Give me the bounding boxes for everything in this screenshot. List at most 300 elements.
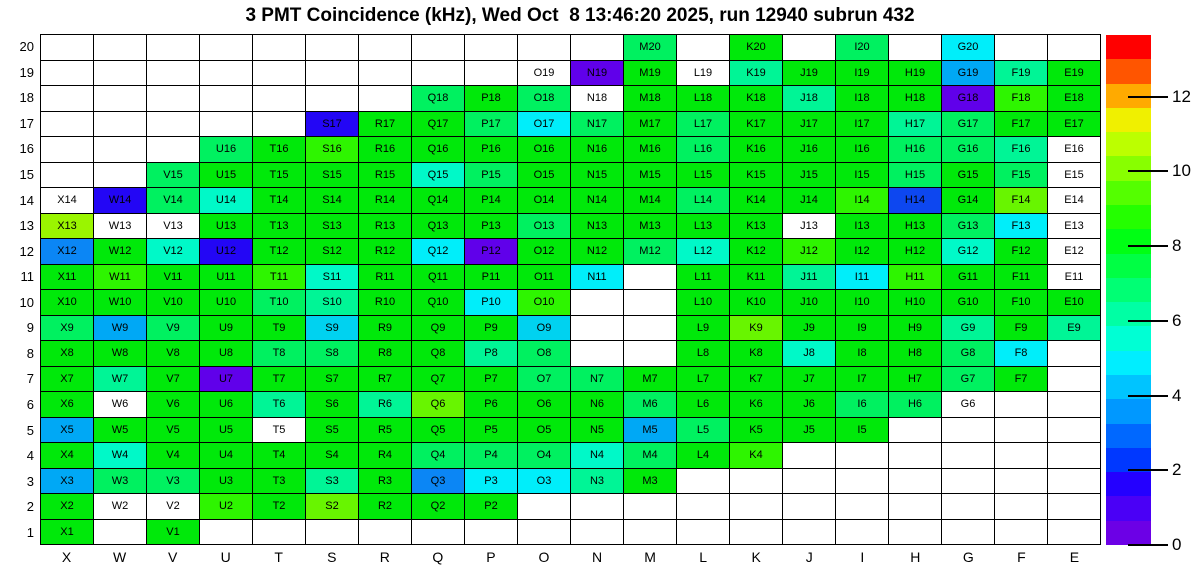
colorbar-band	[1106, 108, 1151, 132]
cell-L5: L5	[677, 418, 730, 444]
cell-T9: T9	[253, 316, 306, 342]
cell-J16: J16	[783, 137, 836, 163]
y-axis-tick-9: 9	[26, 320, 34, 336]
cell-E12: E12	[1048, 239, 1101, 265]
cell-P16: P16	[465, 137, 518, 163]
cell-P15: P15	[465, 163, 518, 189]
colorbar-tick-label: 6	[1172, 310, 1182, 330]
cell-O12: O12	[518, 239, 571, 265]
cell-F7: F7	[995, 367, 1048, 393]
cell-empty	[359, 520, 412, 546]
cell-T10: T10	[253, 290, 306, 316]
cell-K15: K15	[730, 163, 783, 189]
cell-G11: G11	[942, 265, 995, 291]
cell-empty	[836, 520, 889, 546]
y-axis-tick-12: 12	[19, 243, 34, 259]
cell-O4: O4	[518, 443, 571, 469]
cell-L11: L11	[677, 265, 730, 291]
cell-empty	[359, 61, 412, 87]
x-axis-tick-P: P	[486, 549, 496, 565]
cell-O3: O3	[518, 469, 571, 495]
cell-I11: I11	[836, 265, 889, 291]
cell-L13: L13	[677, 214, 730, 240]
colorbar-band	[1106, 351, 1151, 375]
cell-L15: L15	[677, 163, 730, 189]
cell-empty	[200, 61, 253, 87]
cell-empty	[836, 469, 889, 495]
cell-X10: X10	[41, 290, 94, 316]
cell-P2: P2	[465, 494, 518, 520]
cell-E17: E17	[1048, 112, 1101, 138]
cell-U11: U11	[200, 265, 253, 291]
cell-S17: S17	[306, 112, 359, 138]
cell-H6: H6	[889, 392, 942, 418]
cell-P12: P12	[465, 239, 518, 265]
cell-R6: R6	[359, 392, 412, 418]
cell-F19: F19	[995, 61, 1048, 87]
cell-F11: F11	[995, 265, 1048, 291]
cell-I16: I16	[836, 137, 889, 163]
cell-U3: U3	[200, 469, 253, 495]
cell-V13: V13	[147, 214, 200, 240]
x-axis-tick-L: L	[699, 549, 708, 565]
cell-W13: W13	[94, 214, 147, 240]
cell-empty	[465, 520, 518, 546]
colorbar-band	[1106, 399, 1151, 423]
x-axis-tick-E: E	[1069, 549, 1080, 565]
y-axis-tick-15: 15	[19, 167, 34, 183]
cell-empty	[624, 290, 677, 316]
cell-O18: O18	[518, 86, 571, 112]
cell-R7: R7	[359, 367, 412, 393]
cell-V11: V11	[147, 265, 200, 291]
cell-U2: U2	[200, 494, 253, 520]
cell-V8: V8	[147, 341, 200, 367]
cell-S11: S11	[306, 265, 359, 291]
cell-empty	[1048, 392, 1101, 418]
x-axis-tick-F: F	[1017, 549, 1026, 565]
cell-N17: N17	[571, 112, 624, 138]
cell-empty	[889, 494, 942, 520]
x-axis-labels	[40, 547, 1101, 567]
cell-empty	[624, 341, 677, 367]
cell-N11: N11	[571, 265, 624, 291]
cell-L18: L18	[677, 86, 730, 112]
cell-S6: S6	[306, 392, 359, 418]
cell-I12: I12	[836, 239, 889, 265]
cell-empty	[995, 520, 1048, 546]
cell-empty	[730, 494, 783, 520]
cell-E14: E14	[1048, 188, 1101, 214]
cell-P9: P9	[465, 316, 518, 342]
y-axis-tick-10: 10	[19, 294, 34, 310]
cell-G7: G7	[942, 367, 995, 393]
cell-P11: P11	[465, 265, 518, 291]
cell-empty	[995, 392, 1048, 418]
cell-P6: P6	[465, 392, 518, 418]
cell-empty	[306, 520, 359, 546]
cell-W12: W12	[94, 239, 147, 265]
cell-M15: M15	[624, 163, 677, 189]
cell-U8: U8	[200, 341, 253, 367]
cell-K11: K11	[730, 265, 783, 291]
cell-R12: R12	[359, 239, 412, 265]
cell-M7: M7	[624, 367, 677, 393]
cell-S7: S7	[306, 367, 359, 393]
cell-empty	[889, 418, 942, 444]
cell-K20: K20	[730, 35, 783, 61]
cell-Q17: Q17	[412, 112, 465, 138]
cell-O17: O17	[518, 112, 571, 138]
cell-V4: V4	[147, 443, 200, 469]
cell-P13: P13	[465, 214, 518, 240]
cell-K7: K7	[730, 367, 783, 393]
cell-empty	[942, 520, 995, 546]
cell-empty	[1048, 35, 1101, 61]
cell-Q18: Q18	[412, 86, 465, 112]
cell-empty	[94, 163, 147, 189]
cell-S13: S13	[306, 214, 359, 240]
cell-O6: O6	[518, 392, 571, 418]
cell-empty	[359, 86, 412, 112]
cell-K10: K10	[730, 290, 783, 316]
colorbar-band	[1106, 278, 1151, 302]
cell-T15: T15	[253, 163, 306, 189]
cell-E10: E10	[1048, 290, 1101, 316]
x-axis-tick-Q: Q	[432, 549, 444, 565]
cell-K9: K9	[730, 316, 783, 342]
cell-empty	[253, 112, 306, 138]
x-axis-tick-V: V	[167, 549, 178, 565]
cell-empty	[836, 443, 889, 469]
cell-S5: S5	[306, 418, 359, 444]
cell-I8: I8	[836, 341, 889, 367]
x-axis-tick-G: G	[962, 549, 974, 565]
x-axis-tick-W: W	[112, 549, 127, 565]
cell-K19: K19	[730, 61, 783, 87]
cell-M16: M16	[624, 137, 677, 163]
cell-H18: H18	[889, 86, 942, 112]
cell-X8: X8	[41, 341, 94, 367]
cell-empty	[1048, 418, 1101, 444]
cell-empty	[1048, 367, 1101, 393]
cell-R5: R5	[359, 418, 412, 444]
cell-empty	[41, 137, 94, 163]
cell-W11: W11	[94, 265, 147, 291]
colorbar-band	[1106, 521, 1151, 545]
cell-S2: S2	[306, 494, 359, 520]
cell-R3: R3	[359, 469, 412, 495]
cell-P3: P3	[465, 469, 518, 495]
cell-T5: T5	[253, 418, 306, 444]
cell-N14: N14	[571, 188, 624, 214]
cell-Q15: Q15	[412, 163, 465, 189]
cell-U14: U14	[200, 188, 253, 214]
cell-V10: V10	[147, 290, 200, 316]
cell-J6: J6	[783, 392, 836, 418]
cell-L10: L10	[677, 290, 730, 316]
cell-L19: L19	[677, 61, 730, 87]
x-axis-tick-O: O	[538, 549, 550, 565]
cell-empty	[889, 469, 942, 495]
cell-E11: E11	[1048, 265, 1101, 291]
cell-V2: V2	[147, 494, 200, 520]
cell-N13: N13	[571, 214, 624, 240]
cell-U16: U16	[200, 137, 253, 163]
cell-N19: N19	[571, 61, 624, 87]
cell-G13: G13	[942, 214, 995, 240]
cell-R10: R10	[359, 290, 412, 316]
cell-O11: O11	[518, 265, 571, 291]
cell-J14: J14	[783, 188, 836, 214]
cell-W2: W2	[94, 494, 147, 520]
cell-Q11: Q11	[412, 265, 465, 291]
cell-empty	[200, 35, 253, 61]
cell-W7: W7	[94, 367, 147, 393]
x-axis-tick-X: X	[61, 549, 72, 565]
cell-X5: X5	[41, 418, 94, 444]
cell-F8: F8	[995, 341, 1048, 367]
cell-P7: P7	[465, 367, 518, 393]
cell-O9: O9	[518, 316, 571, 342]
cell-W5: W5	[94, 418, 147, 444]
cell-R8: R8	[359, 341, 412, 367]
cell-W9: W9	[94, 316, 147, 342]
cell-X2: X2	[41, 494, 94, 520]
cell-N12: N12	[571, 239, 624, 265]
cell-G8: G8	[942, 341, 995, 367]
cell-O7: O7	[518, 367, 571, 393]
colorbar-band	[1106, 326, 1151, 350]
cell-I18: I18	[836, 86, 889, 112]
colorbar-band	[1106, 472, 1151, 496]
cell-empty	[571, 520, 624, 546]
cell-J7: J7	[783, 367, 836, 393]
cell-empty	[783, 443, 836, 469]
cell-empty	[147, 137, 200, 163]
cell-empty	[995, 418, 1048, 444]
colorbar-tick-label: 12	[1172, 86, 1191, 106]
cell-empty	[571, 316, 624, 342]
cell-X13: X13	[41, 214, 94, 240]
cell-empty	[995, 494, 1048, 520]
cell-Q8: Q8	[412, 341, 465, 367]
cell-empty	[889, 520, 942, 546]
cell-M5: M5	[624, 418, 677, 444]
cell-empty	[518, 494, 571, 520]
cell-F16: F16	[995, 137, 1048, 163]
y-axis-tick-16: 16	[19, 141, 34, 157]
colorbar-band	[1106, 424, 1151, 448]
cell-O8: O8	[518, 341, 571, 367]
cell-empty	[1048, 443, 1101, 469]
cell-empty	[94, 112, 147, 138]
cell-K6: K6	[730, 392, 783, 418]
cell-empty	[412, 61, 465, 87]
cell-M17: M17	[624, 112, 677, 138]
cell-V1: V1	[147, 520, 200, 546]
cell-T14: T14	[253, 188, 306, 214]
cell-O10: O10	[518, 290, 571, 316]
cell-empty	[147, 35, 200, 61]
cell-K13: K13	[730, 214, 783, 240]
cell-T12: T12	[253, 239, 306, 265]
y-axis-tick-14: 14	[19, 192, 34, 208]
colorbar-band	[1106, 84, 1151, 108]
cell-Q13: Q13	[412, 214, 465, 240]
cell-W6: W6	[94, 392, 147, 418]
cell-empty	[677, 35, 730, 61]
colorbar-band	[1106, 302, 1151, 326]
cell-T7: T7	[253, 367, 306, 393]
cell-empty	[94, 35, 147, 61]
cell-F10: F10	[995, 290, 1048, 316]
cell-empty	[1048, 341, 1101, 367]
cell-G12: G12	[942, 239, 995, 265]
cell-M12: M12	[624, 239, 677, 265]
cell-J11: J11	[783, 265, 836, 291]
cell-H12: H12	[889, 239, 942, 265]
x-axis-tick-R: R	[379, 549, 390, 565]
cell-empty	[200, 112, 253, 138]
cell-V12: V12	[147, 239, 200, 265]
x-axis-tick-J: J	[805, 549, 813, 565]
cell-G18: G18	[942, 86, 995, 112]
x-axis-tick-I: I	[860, 549, 865, 565]
chart-title: 3 PMT Coincidence (kHz), Wed Oct 8 13:46:20 2025, run 12940 subrun 432	[245, 5, 915, 26]
cell-N15: N15	[571, 163, 624, 189]
cell-Q12: Q12	[412, 239, 465, 265]
cell-L8: L8	[677, 341, 730, 367]
cell-I17: I17	[836, 112, 889, 138]
cell-empty	[783, 494, 836, 520]
cell-R16: R16	[359, 137, 412, 163]
cell-U13: U13	[200, 214, 253, 240]
y-axis-tick-13: 13	[19, 218, 34, 234]
cell-J12: J12	[783, 239, 836, 265]
cell-M20: M20	[624, 35, 677, 61]
cell-E15: E15	[1048, 163, 1101, 189]
cell-Q3: Q3	[412, 469, 465, 495]
cell-empty	[942, 443, 995, 469]
colorbar-band	[1106, 496, 1151, 520]
cell-G14: G14	[942, 188, 995, 214]
cell-R4: R4	[359, 443, 412, 469]
cell-J9: J9	[783, 316, 836, 342]
cell-V15: V15	[147, 163, 200, 189]
cell-K18: K18	[730, 86, 783, 112]
cell-L9: L9	[677, 316, 730, 342]
cell-R2: R2	[359, 494, 412, 520]
cell-empty	[624, 316, 677, 342]
cell-S15: S15	[306, 163, 359, 189]
cell-N16: N16	[571, 137, 624, 163]
cell-empty	[518, 520, 571, 546]
cell-empty	[677, 520, 730, 546]
cell-F15: F15	[995, 163, 1048, 189]
cell-I20: I20	[836, 35, 889, 61]
cell-P18: P18	[465, 86, 518, 112]
x-axis-tick-T: T	[274, 549, 283, 565]
cell-empty	[94, 61, 147, 87]
cell-J10: J10	[783, 290, 836, 316]
cell-L17: L17	[677, 112, 730, 138]
cell-J18: J18	[783, 86, 836, 112]
cell-F18: F18	[995, 86, 1048, 112]
cell-F13: F13	[995, 214, 1048, 240]
cell-K12: K12	[730, 239, 783, 265]
cell-empty	[147, 112, 200, 138]
cell-T3: T3	[253, 469, 306, 495]
cell-G17: G17	[942, 112, 995, 138]
cell-H7: H7	[889, 367, 942, 393]
cell-K16: K16	[730, 137, 783, 163]
cell-empty	[571, 494, 624, 520]
cell-S16: S16	[306, 137, 359, 163]
cell-empty	[518, 35, 571, 61]
colorbar-band	[1106, 132, 1151, 156]
cell-W4: W4	[94, 443, 147, 469]
cell-S8: S8	[306, 341, 359, 367]
cell-J8: J8	[783, 341, 836, 367]
cell-J19: J19	[783, 61, 836, 87]
cell-empty	[677, 494, 730, 520]
colorbar-band	[1106, 59, 1151, 83]
cell-U15: U15	[200, 163, 253, 189]
cell-empty	[465, 61, 518, 87]
cell-empty	[942, 418, 995, 444]
cell-G10: G10	[942, 290, 995, 316]
cell-S9: S9	[306, 316, 359, 342]
cell-U6: U6	[200, 392, 253, 418]
cell-Q4: Q4	[412, 443, 465, 469]
y-axis-tick-5: 5	[26, 422, 34, 438]
y-axis-tick-8: 8	[26, 345, 34, 361]
colorbar-band	[1106, 448, 1151, 472]
cell-R11: R11	[359, 265, 412, 291]
cell-K14: K14	[730, 188, 783, 214]
cell-empty	[41, 112, 94, 138]
cell-S4: S4	[306, 443, 359, 469]
x-axis-tick-N: N	[591, 549, 603, 565]
cell-X9: X9	[41, 316, 94, 342]
y-axis-tick-6: 6	[26, 396, 34, 412]
cell-empty	[94, 520, 147, 546]
colorbar-tick-label: 0	[1172, 535, 1182, 554]
cell-N3: N3	[571, 469, 624, 495]
cell-X14: X14	[41, 188, 94, 214]
y-axis-tick-4: 4	[26, 448, 34, 464]
cell-G6: G6	[942, 392, 995, 418]
cell-U7: U7	[200, 367, 253, 393]
cell-U12: U12	[200, 239, 253, 265]
cell-G19: G19	[942, 61, 995, 87]
cell-empty	[465, 35, 518, 61]
cell-X6: X6	[41, 392, 94, 418]
y-axis-tick-19: 19	[19, 64, 34, 80]
cell-J15: J15	[783, 163, 836, 189]
cell-empty	[147, 86, 200, 112]
cell-I14: I14	[836, 188, 889, 214]
cell-Q6: Q6	[412, 392, 465, 418]
cell-empty	[253, 86, 306, 112]
cell-Q10: Q10	[412, 290, 465, 316]
cell-L6: L6	[677, 392, 730, 418]
cell-K8: K8	[730, 341, 783, 367]
cell-X3: X3	[41, 469, 94, 495]
cell-H15: H15	[889, 163, 942, 189]
cell-Q14: Q14	[412, 188, 465, 214]
